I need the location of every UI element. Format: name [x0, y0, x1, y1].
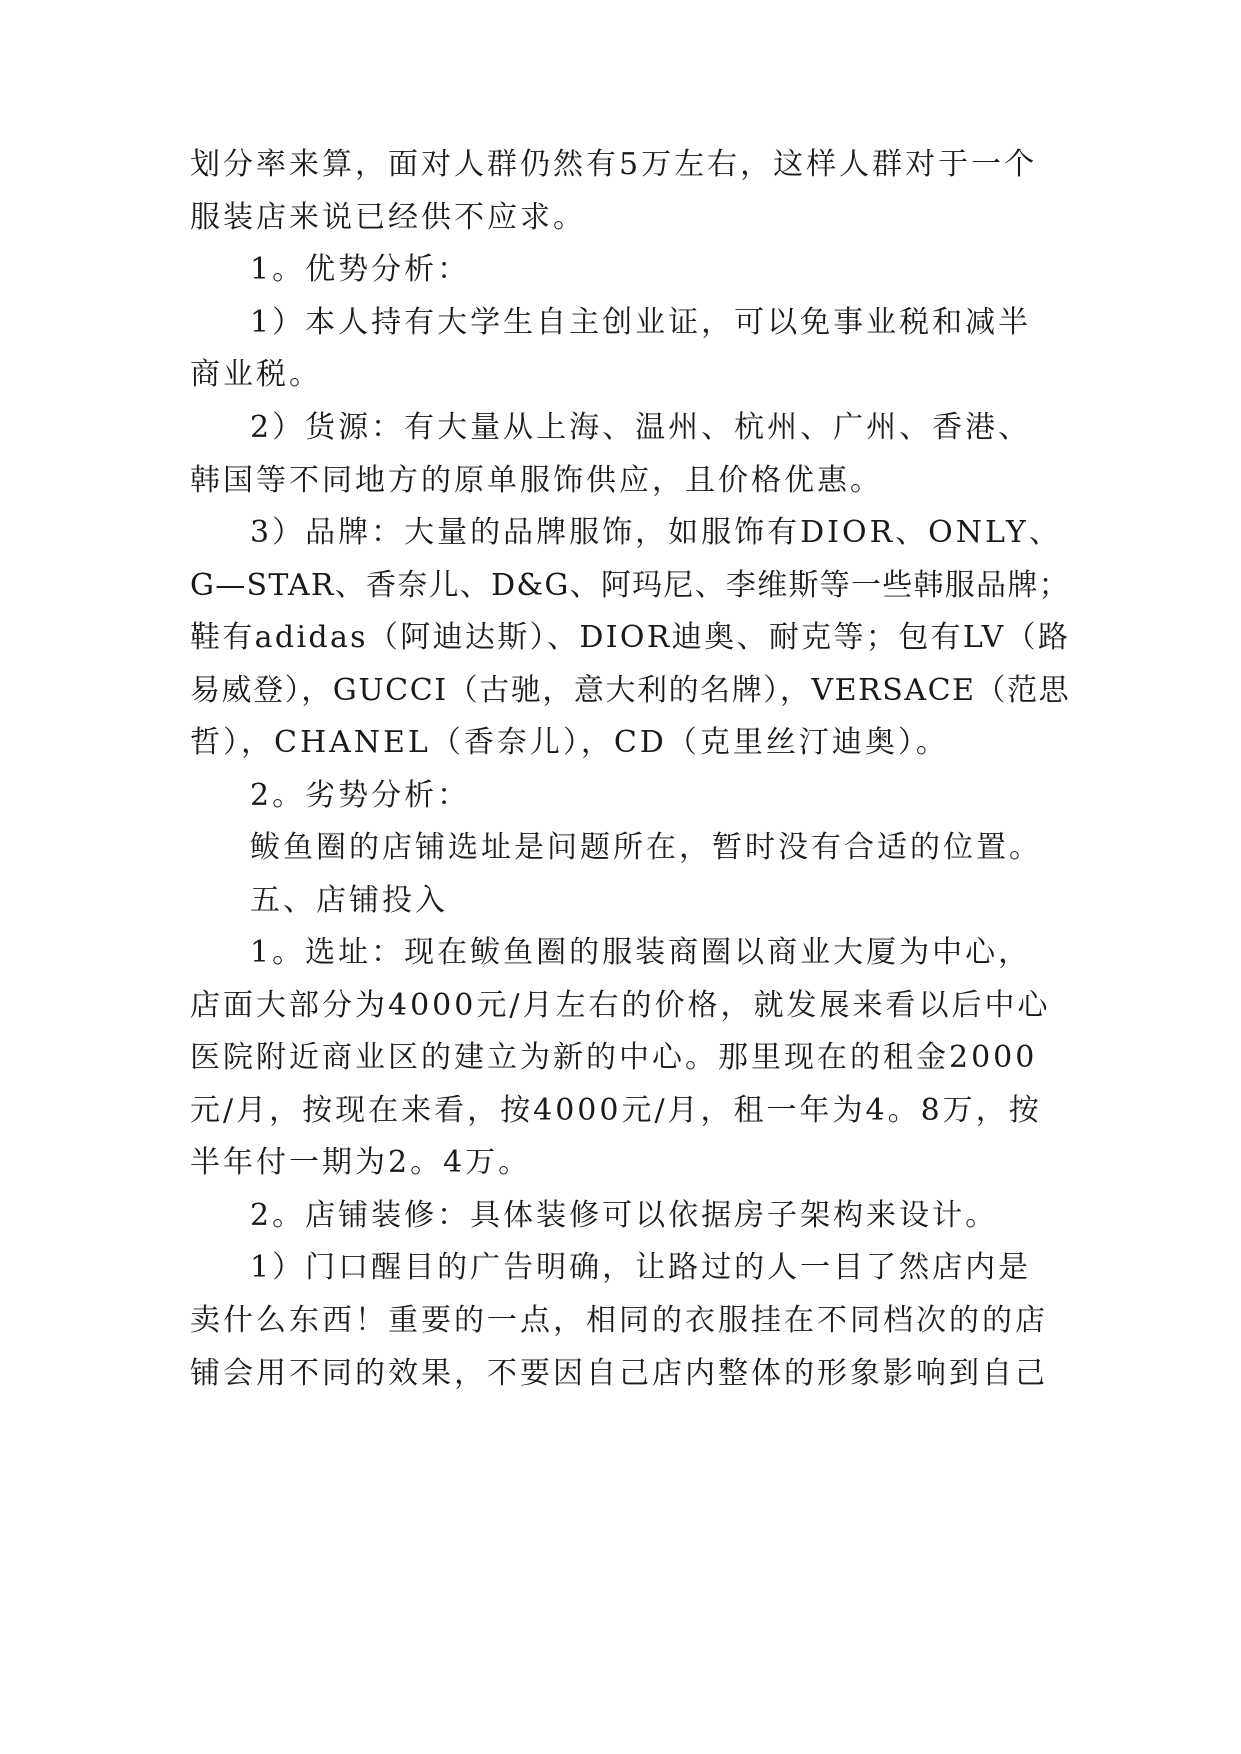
section-heading: 1。优势分析：: [250, 252, 471, 287]
text-line: 划分率来算，面对人群仍然有5万左右，这样人群对于一个: [190, 147, 1038, 182]
text-line: 韩国等不同地方的原单服饰供应，且价格优惠。: [190, 463, 883, 498]
text-line: 3）品牌：大量的品牌服饰，如服饰有DIOR、ONLY、: [250, 515, 1062, 550]
text-line: 医院附近商业区的建立为新的中心。那里现在的租金2000: [190, 1040, 1038, 1075]
text-line: 鞋有adidas（阿迪达斯）、DIOR迪奥、耐克等；包有LV（路: [190, 620, 1071, 655]
text-line: 哲），CHANEL（香奈儿），CD（克里丝汀迪奥）。: [190, 725, 949, 760]
text-line: 易威登），GUCCI（古驰，意大利的名牌），VERSACE（范思: [190, 673, 1071, 708]
text-line: 1）本人持有大学生自主创业证，可以免事业税和减半: [250, 305, 1032, 340]
section-heading: 五、店铺投入: [250, 883, 448, 918]
text-line: 铺会用不同的效果，不要因自己店内整体的形象影响到自己: [190, 1356, 1048, 1391]
text-line: 1。选址：现在鲅鱼圈的服装商圈以商业大厦为中心，: [250, 935, 1032, 970]
text-line: 店面大部分为4000元/月左右的价格，就发展来看以后中心: [190, 988, 1051, 1023]
text-line: 元/月，按现在来看，按4000元/月，租一年为4。8万，按: [190, 1093, 1042, 1128]
text-line: G—STAR、香奈儿、D&G、阿玛尼、李维斯等一些韩服品牌；: [190, 568, 1070, 603]
text-line: 半年付一期为2。4万。: [190, 1145, 532, 1180]
text-line: 鲅鱼圈的店铺选址是问题所在，暂时没有合适的位置。: [250, 830, 1042, 865]
text-line: 商业税。: [190, 357, 322, 392]
text-line: 2）货源：有大量从上海、温州、杭州、广州、香港、: [250, 410, 1032, 445]
section-heading: 2。劣势分析：: [250, 778, 471, 813]
text-line: 1）门口醒目的广告明确，让路过的人一目了然店内是: [250, 1250, 1032, 1285]
section-heading: 2。店铺装修：具体装修可以依据房子架构来设计。: [250, 1198, 999, 1233]
text-line: 卖什么东西！重要的一点，相同的衣服挂在不同档次的的店: [190, 1303, 1048, 1338]
text-line: 服装店来说已经供不应求。: [190, 200, 586, 235]
